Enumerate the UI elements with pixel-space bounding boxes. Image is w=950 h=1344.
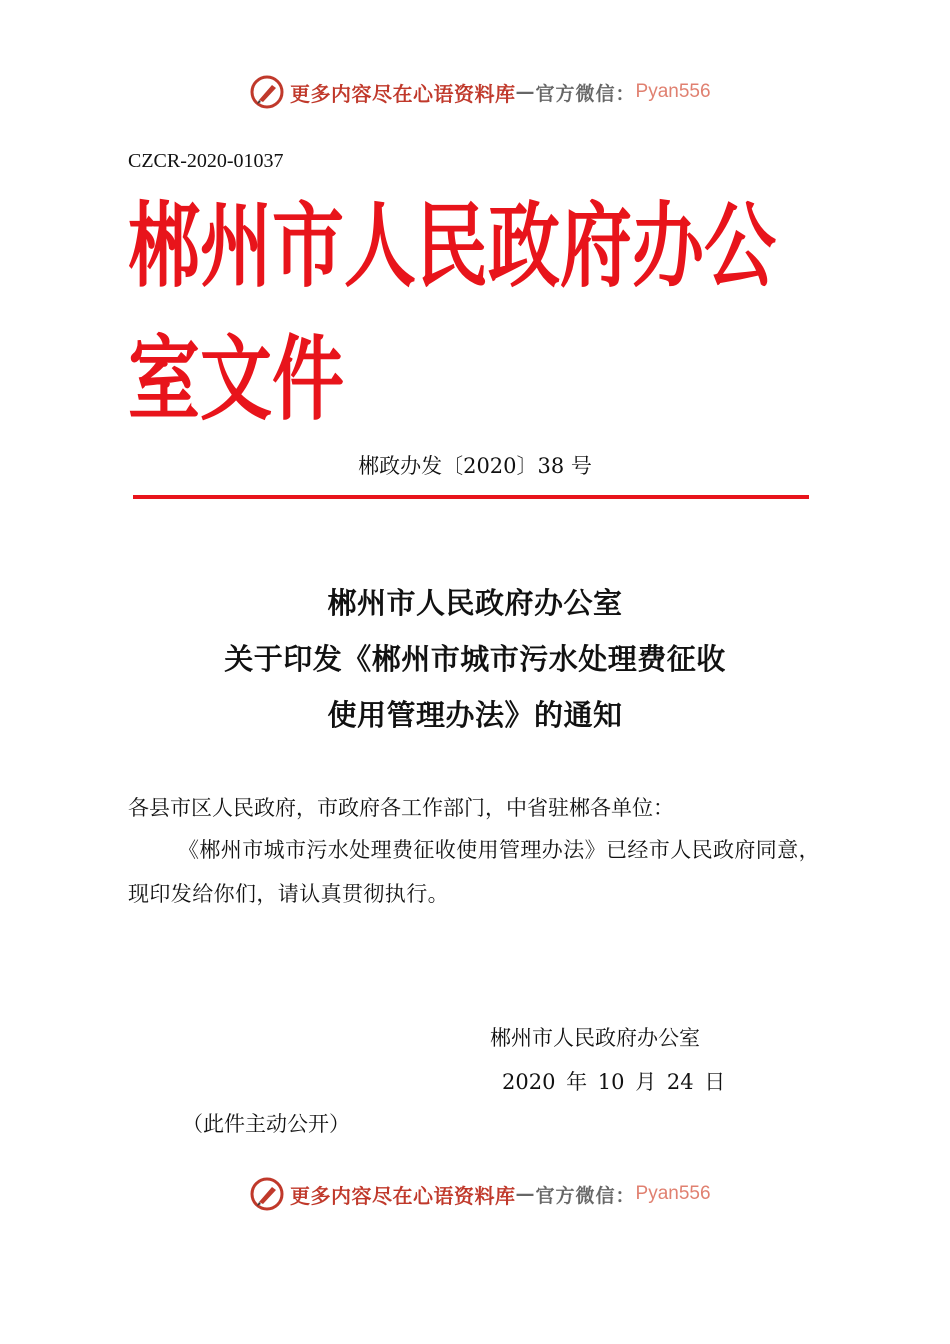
watermark-banner-bottom (250, 1176, 711, 1212)
document-code: CZCR-2020-01037 (128, 150, 284, 172)
watermark-red-text: 更多内容尽在心语资料库 (290, 81, 516, 106)
watermark-dash: — (515, 81, 536, 103)
notice-title (0, 575, 950, 743)
watermark-banner-top (250, 74, 711, 110)
signature-date: 2020 年 10 月 24 日 (502, 1070, 726, 1094)
notice-title-line: 关于印发《郴州市城市污水处理费征收 (224, 642, 726, 676)
red-divider (133, 495, 809, 499)
watermark-wechat-id: Pyan556 (635, 81, 711, 102)
pen-logo-icon (250, 75, 284, 109)
body-paragraph: 《郴州市城市污水处理费征收使用管理办法》已经市人民政府同意，现印发给你们，请认真贯彻执行。 (128, 838, 820, 906)
notice-title-line: 使用管理办法》的通知 (327, 698, 623, 732)
public-note: （此件主动公开） (182, 1112, 350, 1136)
watermark-red-text: 更多内容尽在心语资料库 (290, 1183, 516, 1208)
watermark-gray-text: 官方微信： (535, 1184, 636, 1207)
watermark-gray-text: 官方微信： (535, 82, 636, 105)
document-number: 郴政办发〔2020〕38 号 (358, 454, 592, 478)
pen-logo-icon (250, 1177, 284, 1211)
header-title-text: 郴州市人民政府办公室文件 (128, 192, 777, 433)
signature-org: 郴州市人民政府办公室 (490, 1026, 700, 1050)
notice-title-line: 郴州市人民政府办公室 (327, 586, 623, 620)
salutation: 各县市区人民政府，市政府各工作部门，中省驻郴各单位： (128, 796, 674, 820)
watermark-wechat-id: Pyan556 (635, 1183, 711, 1204)
watermark-dash: — (515, 1183, 536, 1205)
document-header-title (128, 192, 808, 433)
